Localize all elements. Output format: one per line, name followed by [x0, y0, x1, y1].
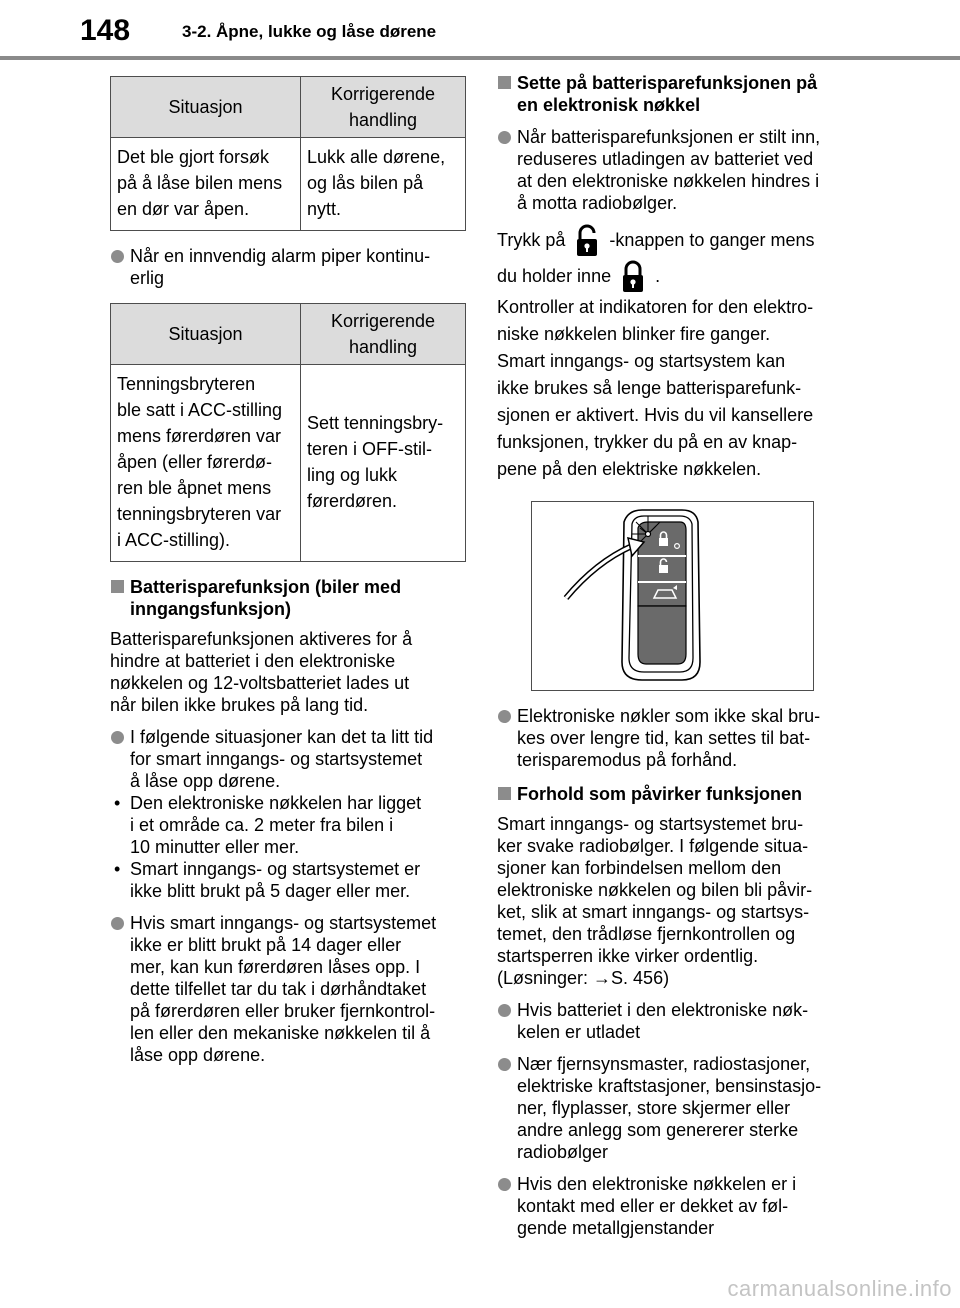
- table-cell-situation: [111, 138, 301, 231]
- cell-line: en dør var åpen.: [117, 199, 250, 219]
- header-rule: [0, 56, 960, 60]
- cell-line: i ACC-stilling).: [117, 530, 231, 550]
- cell-line: Sett tenningsbry-: [307, 413, 444, 433]
- dash-item-5days: [110, 858, 470, 902]
- dash-mark: •: [114, 859, 121, 879]
- text-line: sjoner kan forbindelsen mellom den: [497, 858, 782, 878]
- bullet-advance: [497, 705, 867, 771]
- cell-line: Det ble gjort forsøk: [117, 147, 270, 167]
- text-line: Når batterisparefunksjonen er stilt inn,: [517, 127, 821, 147]
- text-line: startsperren ikke virker ordentlig.: [497, 946, 759, 966]
- text-line: låse opp dørene.: [130, 1045, 266, 1065]
- cell-line: teren i OFF-stil-: [307, 439, 433, 459]
- text-line: Kontroller at indikatoren for den elektro-: [497, 297, 814, 317]
- cell-line: tenningsbryteren var: [117, 504, 282, 524]
- cell-line: mens førerdøren var: [117, 426, 282, 446]
- text-line: ker svake radiobølger. I følgende situa-: [497, 836, 809, 856]
- text-line: Når en innvendig alarm piper kontinu-: [130, 246, 431, 266]
- bullet-metal: [497, 1173, 867, 1239]
- watermark[interactable]: carmanualsonline.info: [727, 1276, 952, 1301]
- text-line: Hvis batteriet i den elektroniske nøk-: [517, 1000, 809, 1020]
- text-line: ner, flyplasser, store skjermer eller: [517, 1098, 791, 1118]
- text-line: Smart inngangs- og startsystem kan: [497, 351, 786, 371]
- text-line: erlig: [130, 268, 165, 288]
- press-text: du holder inne: [497, 266, 612, 286]
- text-line: hindre at batteriet i den elektroniske: [110, 651, 396, 671]
- cell-line: på å låse bilen mens: [117, 173, 283, 193]
- table-header-action: [301, 304, 466, 365]
- table-header-action-line: Korrigerende: [330, 311, 436, 331]
- cell-line: førerdøren.: [307, 491, 398, 511]
- text-line: å låse opp dørene.: [130, 771, 281, 791]
- bullet-situations: [110, 726, 470, 792]
- text-line: ikke er blitt brukt på 14 dager eller: [130, 935, 402, 955]
- key-fob-figure: [531, 501, 814, 691]
- cell-line: ble satt i ACC-stilling: [117, 400, 283, 420]
- page-number: 148: [80, 14, 131, 47]
- text-line: elektroniske nøkkelen og bilen bli påvir-: [497, 880, 813, 900]
- bullet-towers: [497, 1053, 867, 1163]
- text-line: dette tilfellet tar du tak i dørhåndtaket: [130, 979, 427, 999]
- text-line: elektriske kraftstasjoner, bensinstasjo-: [517, 1076, 822, 1096]
- text-line: kelen er utladet: [517, 1022, 641, 1042]
- heading-set-battery-saver: [497, 72, 867, 116]
- press-text: -knappen to ganger mens: [609, 230, 815, 250]
- text-line: Smart inngangs- og startsystemet er: [130, 859, 421, 879]
- text-line: Smart inngangs- og startsystemet bru-: [497, 814, 804, 834]
- text-line: Sette på batterisparefunksjonen på: [517, 73, 818, 93]
- left-column: [110, 76, 470, 1066]
- door-open-table: [110, 76, 466, 231]
- text-line: ket, slik at smart inngangs- og startsys-: [497, 902, 810, 922]
- text-line: når bilen ikke brukes på lang tid.: [110, 695, 369, 715]
- cell-line: og lås bilen på: [307, 173, 424, 193]
- lock-icon: [620, 260, 646, 294]
- text-line: 10 minutter eller mer.: [130, 837, 300, 857]
- text-line: Batterisparefunksjonen aktiveres for å: [110, 629, 413, 649]
- text-line: i et område ca. 2 meter fra bilen i: [130, 815, 394, 835]
- text-line: terisparemodus på forhånd.: [517, 750, 738, 770]
- text-line: temet, den trådløse fjernkontrollen og: [497, 924, 796, 944]
- text-line: Den elektroniske nøkkelen har ligget: [130, 793, 422, 813]
- section-title: 3-2. Åpne, lukke og låse dørene: [182, 22, 437, 41]
- text-line: for smart inngangs- og startsystemet: [130, 749, 423, 769]
- text-line: kes over lengre tid, kan settes til bat-: [517, 728, 811, 748]
- press-instructions: [497, 222, 867, 483]
- text-line: Nær fjernsynsmaster, radiostasjoner,: [517, 1054, 811, 1074]
- bullet-alarm: [110, 245, 470, 289]
- table-header-situation: Situasjon: [111, 304, 301, 365]
- text-line: mer, kan kun førerdøren låses opp. I: [130, 957, 421, 977]
- text-line: ikke brukes så lenge batterisparefunk-: [497, 378, 802, 398]
- text-line: at den elektroniske nøkkelen hindres i: [517, 171, 820, 191]
- text-line: niske nøkkelen blinker fire ganger.: [497, 324, 771, 344]
- text-line: ikke blitt brukt på 5 dager eller mer.: [130, 881, 411, 901]
- text-line: reduseres utladingen av batteriet ved: [517, 149, 814, 169]
- table-header-action-line: handling: [348, 337, 418, 357]
- text-line: [497, 222, 867, 258]
- text-line: I følgende situasjoner kan det ta litt tid: [130, 727, 434, 747]
- text-line: [497, 258, 867, 294]
- para-battery-saver: [110, 628, 470, 716]
- press-text: Trykk på: [497, 230, 566, 250]
- acc-table: [110, 303, 466, 562]
- heading-conditions: Forhold som påvirker funksjonen: [497, 783, 867, 805]
- table-header-situation: Situasjon: [111, 77, 301, 138]
- text-line: Elektroniske nøkler som ikke skal bru-: [517, 706, 821, 726]
- cell-line: ren ble åpnet mens: [117, 478, 272, 498]
- para-conditions: [497, 813, 867, 989]
- dash-mark: •: [114, 793, 121, 813]
- page-header: [0, 0, 960, 58]
- text-line: kontakt med eller er dekket av føl-: [517, 1196, 789, 1216]
- heading-battery-saver: [110, 576, 470, 620]
- unlock-icon: [574, 224, 600, 258]
- table-cell-situation: [111, 365, 301, 562]
- cell-line: åpen (eller førerdø-: [117, 452, 273, 472]
- table-header-action: [301, 77, 466, 138]
- text-line: radiobølger: [517, 1142, 609, 1162]
- table-cell-action: [301, 138, 466, 231]
- text-line: inngangsfunksjon): [130, 599, 291, 619]
- dash-item-2m: [110, 792, 470, 858]
- bullet-set-info: [497, 126, 867, 214]
- bullet-battery-low: [497, 999, 867, 1043]
- text-line: len eller den mekaniske nøkkelen til å: [130, 1023, 431, 1043]
- text-line: pene på den elektriske nøkkelen.: [497, 459, 762, 479]
- cell-line: Lukk alle dørene,: [307, 147, 446, 167]
- press-text: .: [655, 266, 661, 286]
- text-line: Batterisparefunksjon (biler med: [130, 577, 402, 597]
- cell-line: nytt.: [307, 199, 342, 219]
- text-line: Hvis smart inngangs- og startsystemet: [130, 913, 437, 933]
- right-column: [497, 72, 867, 1239]
- cell-line: ling og lukk: [307, 465, 398, 485]
- text-line: gende metallgjenstander: [517, 1218, 715, 1238]
- text-line: en elektronisk nøkkel: [517, 95, 701, 115]
- text-line: å motta radiobølger.: [517, 193, 678, 213]
- bullet-14days: [110, 912, 470, 1066]
- text-line: andre anlegg som genererer sterke: [517, 1120, 799, 1140]
- table-header-action-line: Korrigerende: [330, 84, 436, 104]
- text-line: på førerdøren eller bruker fjernkontrol-: [130, 1001, 436, 1021]
- table-cell-action: [301, 365, 466, 562]
- text-line: Hvis den elektroniske nøkkelen er i: [517, 1174, 797, 1194]
- cell-line: Tenningsbryteren: [117, 374, 256, 394]
- text-line: (Løsninger: →S. 456): [497, 968, 670, 988]
- table-header-action-line: handling: [348, 110, 418, 130]
- text-line: sjonen er aktivert. Hvis du vil kansellere: [497, 405, 814, 425]
- text-line: nøkkelen og 12-voltsbatteriet lades ut: [110, 673, 410, 693]
- text-line: funksjonen, trykker du på en av knap-: [497, 432, 798, 452]
- indicator-arrow-icon: [532, 502, 813, 690]
